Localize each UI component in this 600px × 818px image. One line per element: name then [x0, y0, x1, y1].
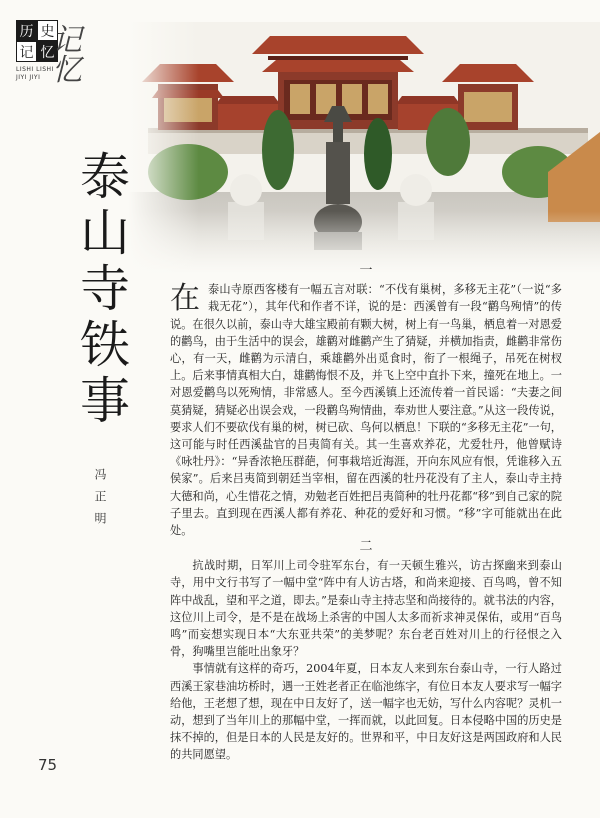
section-two-paragraph-1: 抗战时期，日军川上司令驻军东台，有一天顿生雅兴，访古探幽来到泰山寺，用中文行书写了一幅中堂“阵中有人访古塔，和尚来迎接、百鸟鸣，曾不知阵中战乱，望和平之道，即去。”是泰山寺主持志坚和尚接待的。就书法的内容，这位川上司令，是不是在战场上杀害的中国人太多而祈求神灵保佑，或用“百鸟鸣”而妄想实现日本“大东亚共荣”的美梦呢？东台老百姓对川上的行径恨之入骨，狗嘴里岂能吐出象牙？: [170, 559, 562, 659]
article-title: 泰山寺铁事: [72, 150, 130, 430]
drop-cap: 在: [170, 281, 200, 317]
section-two-paragraph-2: 事情就有这样的奇巧，2004年夏，日本友人来到东台泰山寺，一行人路过西溪王家巷油坊桥时，遇一王姓老者正在临池练字，有位日本友人要求写一幅字给他，王老想了想，现在中日友好了，送一幅字也无妨，写什么内容呢？灵机一动，想到了当年川上的那幅中堂，一挥而就，以此回复。日本侵略中国的历史是抹不掉的，但是日本的人民是友好的。世界和平，中日友好这是两国政府和人民的共同愿望。: [170, 662, 562, 762]
section-one-marker: 一: [359, 263, 373, 278]
logo-pinyin-line2: JIYI JIYI: [16, 74, 41, 81]
section-one: [170, 262, 562, 539]
logo-pinyin-line1: LISHI LISHI: [16, 66, 54, 73]
logo-pinyin: [16, 66, 76, 82]
column-logo: [16, 20, 106, 100]
page-number: 75: [38, 756, 58, 774]
logo-char-ji: 记: [16, 41, 37, 62]
section-two-marker: 二: [359, 539, 373, 554]
temple-photo: [128, 22, 600, 274]
author-name: 冯正明: [93, 468, 107, 534]
logo-char-yi: 忆: [37, 41, 58, 62]
logo-char-shi: 史: [37, 20, 58, 41]
section-one-text: 泰山寺原西客楼有一幅五言对联：“不伐有巢树，多移无主花”（一说“多栽无花”），其年代和作者不详，说的是：西溪曾有一段“鹳鸟殉情”的传说。在很久以前，泰山寺大雄宝殿前有颗大树，树上有一鸟巢，栖息着一对恩爱的鹳鸟，由于生活中的误会，雄鹳对雌鹳产生了猜疑，并横加指责，雌鹳非常伤心，有一天，雌鹳为示清白，乘雄鹳外出觅食时，衔了一根绳子，吊死在树杈上。后来事情真相大白，雄鹳悔恨不及，并飞上空中直扑下来，撞死在地上。一对恩爱鹳鸟以死殉情，非常感人。至今西溪镇上还流传着一首民谣：“夫妻之间莫猜疑，猜疑必出误会戏，一段鹳鸟殉情曲，奉劝世人要注意。”从这一段传说，要求人们不要砍伐有巢的树，树已砍、鸟何以栖息！下联的“多移无主花”一句，这可能与时任西溪盐官的吕夷简有关。其一生喜欢养花，尤爱牡丹，他曾赋诗《咏牡丹》：“异香浓艳压群葩，何事栽培近海涯，开向东风应有恨，凭谁移入五侯家”。后来吕夷简到朝廷当宰相，留在西溪的牡丹花没有了主人，泰山寺主持大德和尚，心生惜花之情，劝勉老百姓把吕夷简种的牡丹花都“移”到自己家的院子里去。直到现在西溪人都有养花、种花的爱好和习惯。“移”字可能就出在此处。: [170, 283, 562, 538]
logo-char-li: 历: [16, 20, 37, 41]
logo-script: 记忆: [52, 23, 82, 88]
section-two: [170, 538, 562, 764]
